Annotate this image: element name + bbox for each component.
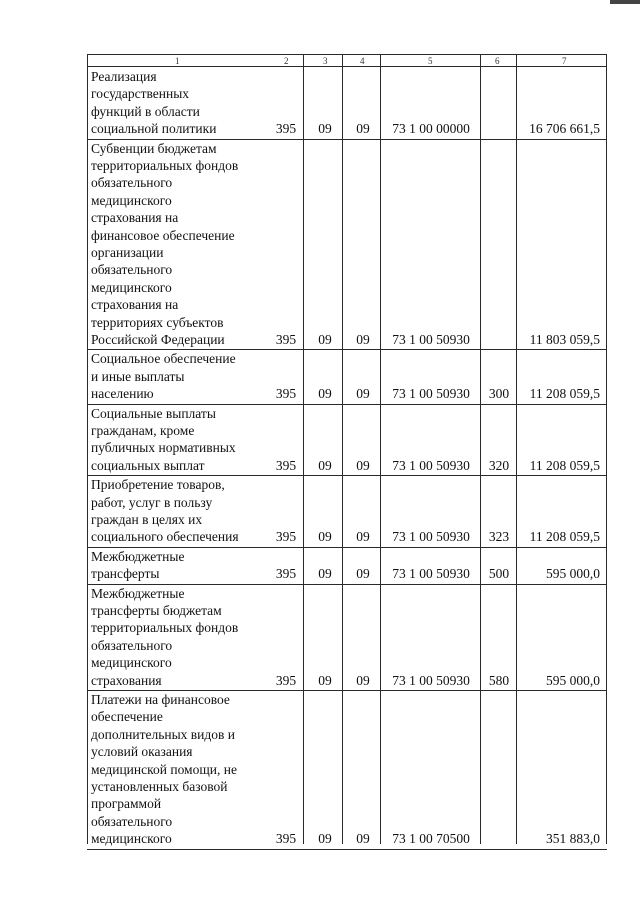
row-article: 73 1 00 50930 bbox=[392, 332, 470, 347]
row-name-line: условий оказания bbox=[91, 744, 193, 760]
row-name-line: обязательного bbox=[91, 175, 173, 191]
row-code: 395 bbox=[275, 457, 297, 473]
row-name-line: обязательного bbox=[91, 813, 173, 829]
col-rule-2 bbox=[303, 54, 304, 844]
row-name-line: трансферты bbox=[91, 566, 160, 582]
row-article: 73 1 00 00000 bbox=[392, 121, 470, 137]
row-sub: 09 bbox=[356, 831, 370, 847]
row-amount: 11 208 059,5 bbox=[529, 386, 600, 402]
row-name-line: страхования на bbox=[91, 210, 179, 226]
row-name-line: медицинской помощи, не bbox=[91, 761, 237, 777]
header-col-5: 5 bbox=[428, 56, 433, 66]
row-article: 73 1 00 50930 bbox=[392, 529, 470, 545]
row-sub: 09 bbox=[356, 457, 370, 473]
row-type: 320 bbox=[488, 457, 510, 473]
row-name-line: государственных bbox=[91, 86, 190, 102]
row-code: 395 bbox=[275, 529, 297, 545]
row-amount: 595 000,0 bbox=[546, 672, 600, 688]
row-sect: 09 bbox=[318, 566, 332, 582]
row-name-line: страхования на bbox=[91, 297, 179, 313]
row-name-line: граждан в целях их bbox=[91, 512, 203, 527]
row-name-line: Реализация bbox=[91, 69, 157, 84]
header-col-3: 3 bbox=[323, 56, 328, 66]
row-name-line: Российской Федерации bbox=[91, 332, 225, 347]
row-name-line: функций в области bbox=[91, 103, 200, 119]
row-name-line: Межбюджетные bbox=[91, 548, 185, 564]
row-article: 73 1 00 50930 bbox=[392, 386, 470, 402]
row-code: 395 bbox=[275, 672, 297, 688]
header-col-6: 6 bbox=[495, 56, 500, 66]
row-name-line: обязательного bbox=[91, 637, 173, 653]
header-bottom-line bbox=[87, 66, 607, 67]
row-article: 73 1 00 50930 bbox=[392, 672, 470, 688]
table-bottom-line bbox=[87, 849, 607, 850]
row-name-line: и иные выплаты bbox=[91, 368, 185, 384]
row-sect: 09 bbox=[318, 457, 332, 473]
row-name-line: финансовое обеспечение bbox=[91, 227, 235, 243]
row-sub: 09 bbox=[356, 672, 370, 688]
row-name-line: территориальных фондов bbox=[91, 620, 239, 636]
row-name-line: работ, услуг в пользу bbox=[91, 494, 213, 510]
row-name-line: дополнительных видов и bbox=[91, 726, 235, 742]
col-rule-left bbox=[87, 54, 88, 844]
row-amount: 351 883,0 bbox=[546, 831, 600, 847]
row-name-line: обязательного bbox=[91, 262, 173, 278]
row-name-line: медицинского bbox=[91, 831, 172, 847]
row-name-line: территориях субъектов bbox=[91, 314, 224, 330]
row-name-line: трансферты бюджетам bbox=[91, 603, 222, 618]
row-type: 580 bbox=[488, 672, 510, 688]
row-amount: 595 000,0 bbox=[546, 566, 600, 582]
header-col-2: 2 bbox=[284, 56, 289, 66]
row-name-line: медицинского bbox=[91, 655, 172, 671]
header-col-1: 1 bbox=[175, 56, 180, 66]
row-name-line: населению bbox=[91, 386, 154, 402]
row-sub: 09 bbox=[356, 121, 370, 137]
row-name-line: страхования bbox=[91, 672, 162, 688]
header-col-4: 4 bbox=[360, 56, 365, 66]
row-name-line: Социальные выплаты bbox=[91, 405, 216, 421]
row-name-line: территориальных фондов bbox=[91, 158, 239, 173]
row-sect: 09 bbox=[318, 332, 332, 347]
row-amount: 11 208 059,5 bbox=[529, 529, 600, 545]
row-sub: 09 bbox=[356, 332, 370, 347]
row-code: 395 bbox=[275, 831, 297, 847]
row-name-line: Субвенции бюджетам bbox=[91, 140, 217, 156]
row-name-line: медицинского bbox=[91, 279, 172, 295]
row-article: 73 1 00 50930 bbox=[392, 457, 470, 473]
row-article: 73 1 00 70500 bbox=[392, 831, 470, 847]
row-sect: 09 bbox=[318, 672, 332, 688]
header-top-line bbox=[87, 54, 607, 55]
row-name-line: социального обеспечения bbox=[91, 529, 239, 545]
row-code: 395 bbox=[275, 332, 297, 347]
row-sub: 09 bbox=[356, 529, 370, 545]
row-name-line: гражданам, кроме bbox=[91, 423, 195, 438]
row-name-line: публичных нормативных bbox=[91, 440, 236, 456]
row-name-line: медицинского bbox=[91, 192, 172, 208]
row-name-line: социальной политики bbox=[91, 121, 217, 137]
row-name-line: Социальное обеспечение bbox=[91, 351, 236, 367]
header-col-7: 7 bbox=[562, 56, 567, 66]
row-sect: 09 bbox=[318, 386, 332, 402]
row-sect: 09 bbox=[318, 831, 332, 847]
col-rule-4 bbox=[380, 54, 381, 844]
row-code: 395 bbox=[275, 566, 297, 582]
row-sub: 09 bbox=[356, 386, 370, 402]
col-rule-3 bbox=[342, 54, 343, 844]
row-amount: 11 803 059,5 bbox=[529, 332, 600, 347]
col-rule-right bbox=[606, 54, 607, 844]
row-amount: 11 208 059,5 bbox=[529, 457, 600, 473]
row-amount: 16 706 661,5 bbox=[529, 121, 600, 137]
row-type: 323 bbox=[488, 529, 510, 545]
row-sub: 09 bbox=[356, 566, 370, 582]
row-code: 395 bbox=[275, 121, 297, 137]
row-type: 300 bbox=[488, 386, 510, 402]
row-name-line: социальных выплат bbox=[91, 457, 205, 473]
col-rule-5 bbox=[480, 54, 481, 844]
row-name-line: программой bbox=[91, 796, 162, 812]
row-name-line: Платежи на финансовое bbox=[91, 692, 230, 707]
row-sect: 09 bbox=[318, 121, 332, 137]
col-rule-6 bbox=[516, 54, 517, 844]
row-name-line: обеспечение bbox=[91, 709, 163, 725]
row-name-line: Приобретение товаров, bbox=[91, 477, 225, 493]
row-name-line: установленных базовой bbox=[91, 779, 228, 794]
row-sect: 09 bbox=[318, 529, 332, 545]
row-name-line: Межбюджетные bbox=[91, 585, 185, 601]
row-article: 73 1 00 50930 bbox=[392, 566, 470, 582]
row-name-line: организации bbox=[91, 245, 164, 260]
scan-edge-mark bbox=[610, 0, 640, 4]
row-code: 395 bbox=[275, 386, 297, 402]
row-type: 500 bbox=[488, 566, 510, 582]
